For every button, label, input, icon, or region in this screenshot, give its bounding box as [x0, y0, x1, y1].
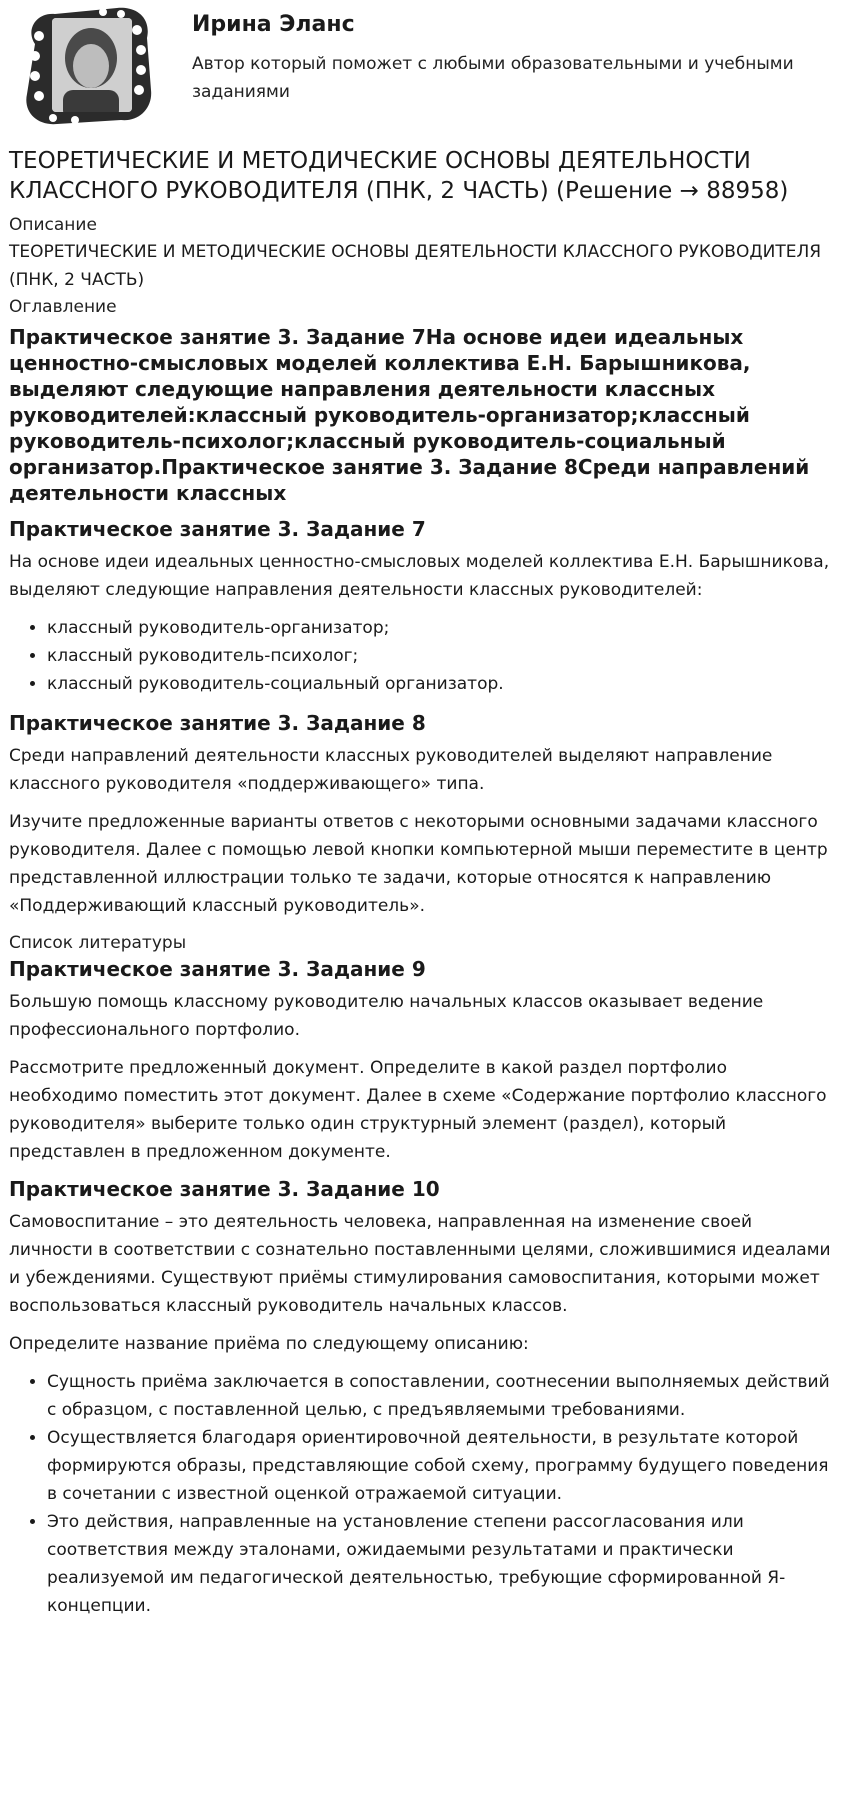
task8-paragraph-2: Изучите предложенные варианты ответов с некоторыми основными задачами классного руководителя. Далее с помощью левой кнопки компьютерной мыши переместите в центр представленной иллюстрации только те задачи, которые относятся к направлению «Поддерживающий классный руководитель».	[9, 812, 828, 916]
author-avatar[interactable]	[17, 4, 157, 126]
task9-paragraph-1: Большую помощь классному руководителю начальных классов оказывает ведение профессионального портфолио.	[9, 992, 764, 1040]
list-item: • классный руководитель-психолог;	[47, 642, 839, 670]
task7-list	[9, 614, 839, 698]
task7-paragraph: На основе идеи идеальных ценностно-смысловых моделей коллектива Е.Н. Барышникова, выделяют следующие направления деятельности классных руководителей:	[9, 552, 830, 600]
author-card	[9, 0, 839, 130]
task9-heading: Практическое занятие 3. Задание 9	[9, 957, 426, 981]
author-name[interactable]: Ирина Эланс	[192, 12, 355, 37]
author-description: Автор который поможет с любыми образовательными и учебными заданиями	[192, 54, 794, 102]
list-item: • Сущность приёма заключается в сопоставлении, соотнесении выполняемых действий с образцом, с поставленной целью, с предъявляемыми требованиями.	[47, 1368, 839, 1424]
task10-list	[9, 1368, 839, 1620]
list-item: • Это действия, направленные на установление степени рассогласования или соответствия между эталонами, ожидаемыми результатами и практически реализуемой им педагогической деятельностью, требующие сформированной Я-концепции.	[47, 1508, 839, 1620]
task8-paragraph-1: Среди направлений деятельности классных руководителей выделяют направление классного руководителя «поддерживающего» типа.	[9, 746, 773, 794]
list-item: • классный руководитель-социальный организатор.	[47, 670, 839, 698]
list-item: • Осуществляется благодаря ориентировочной деятельности, в результате которой формируются образы, представляющие собой схему, программу будущего поведения в сочетании с известной оценкой отражаемой ситуации.	[47, 1424, 839, 1508]
literature-label: Список литературы	[9, 933, 187, 953]
toc-label: Оглавление	[9, 297, 117, 317]
document-title: ТЕОРЕТИЧЕСКИЕ И МЕТОДИЧЕСКИЕ ОСНОВЫ ДЕЯТЕЛЬНОСТИ КЛАССНОГО РУКОВОДИТЕЛЯ (ПНК, 2 ЧАСТЬ) (Решение → 88958)	[9, 148, 789, 204]
description-text: ТЕОРЕТИЧЕСКИЕ И МЕТОДИЧЕСКИЕ ОСНОВЫ ДЕЯТЕЛЬНОСТИ КЛАССНОГО РУКОВОДИТЕЛЯ (ПНК, 2 ЧАСТЬ)	[9, 242, 822, 290]
task10-heading: Практическое занятие 3. Задание 10	[9, 1177, 440, 1201]
task7-heading: Практическое занятие 3. Задание 7	[9, 517, 426, 541]
list-item: • классный руководитель-организатор;	[47, 614, 839, 642]
task8-heading: Практическое занятие 3. Задание 8	[9, 711, 426, 735]
toc-preview-text: Практическое занятие 3. Задание 7На основе идеи идеальных ценностно-смысловых моделей коллектива Е.Н. Барышникова, выделяют следующие направления деятельности классных руководителей:классный руководитель-организатор;классный руководитель-психолог;классный руководитель-социальный организатор.Практическое занятие 3. Задание 8Среди направлений деятельности классных	[9, 325, 810, 505]
description-label: Описание	[9, 215, 97, 235]
task10-paragraph-2: Определите название приёма по следующему описанию:	[9, 1334, 529, 1354]
task10-paragraph-1: Самовоспитание – это деятельность человека, направленная на изменение своей личности в соответствии с сознательно поставленными целями, сложившимися идеалами и убеждениями. Существуют приёмы стимулирования самовоспитания, которыми может воспользоваться классный руководитель начальных классов.	[9, 1212, 831, 1316]
task9-paragraph-2: Рассмотрите предложенный документ. Определите в какой раздел портфолио необходимо поместить этот документ. Далее в схеме «Содержание портфолио классного руководителя» выберите только один структурный элемент (раздел), который представлен в предложенном документе.	[9, 1058, 827, 1162]
